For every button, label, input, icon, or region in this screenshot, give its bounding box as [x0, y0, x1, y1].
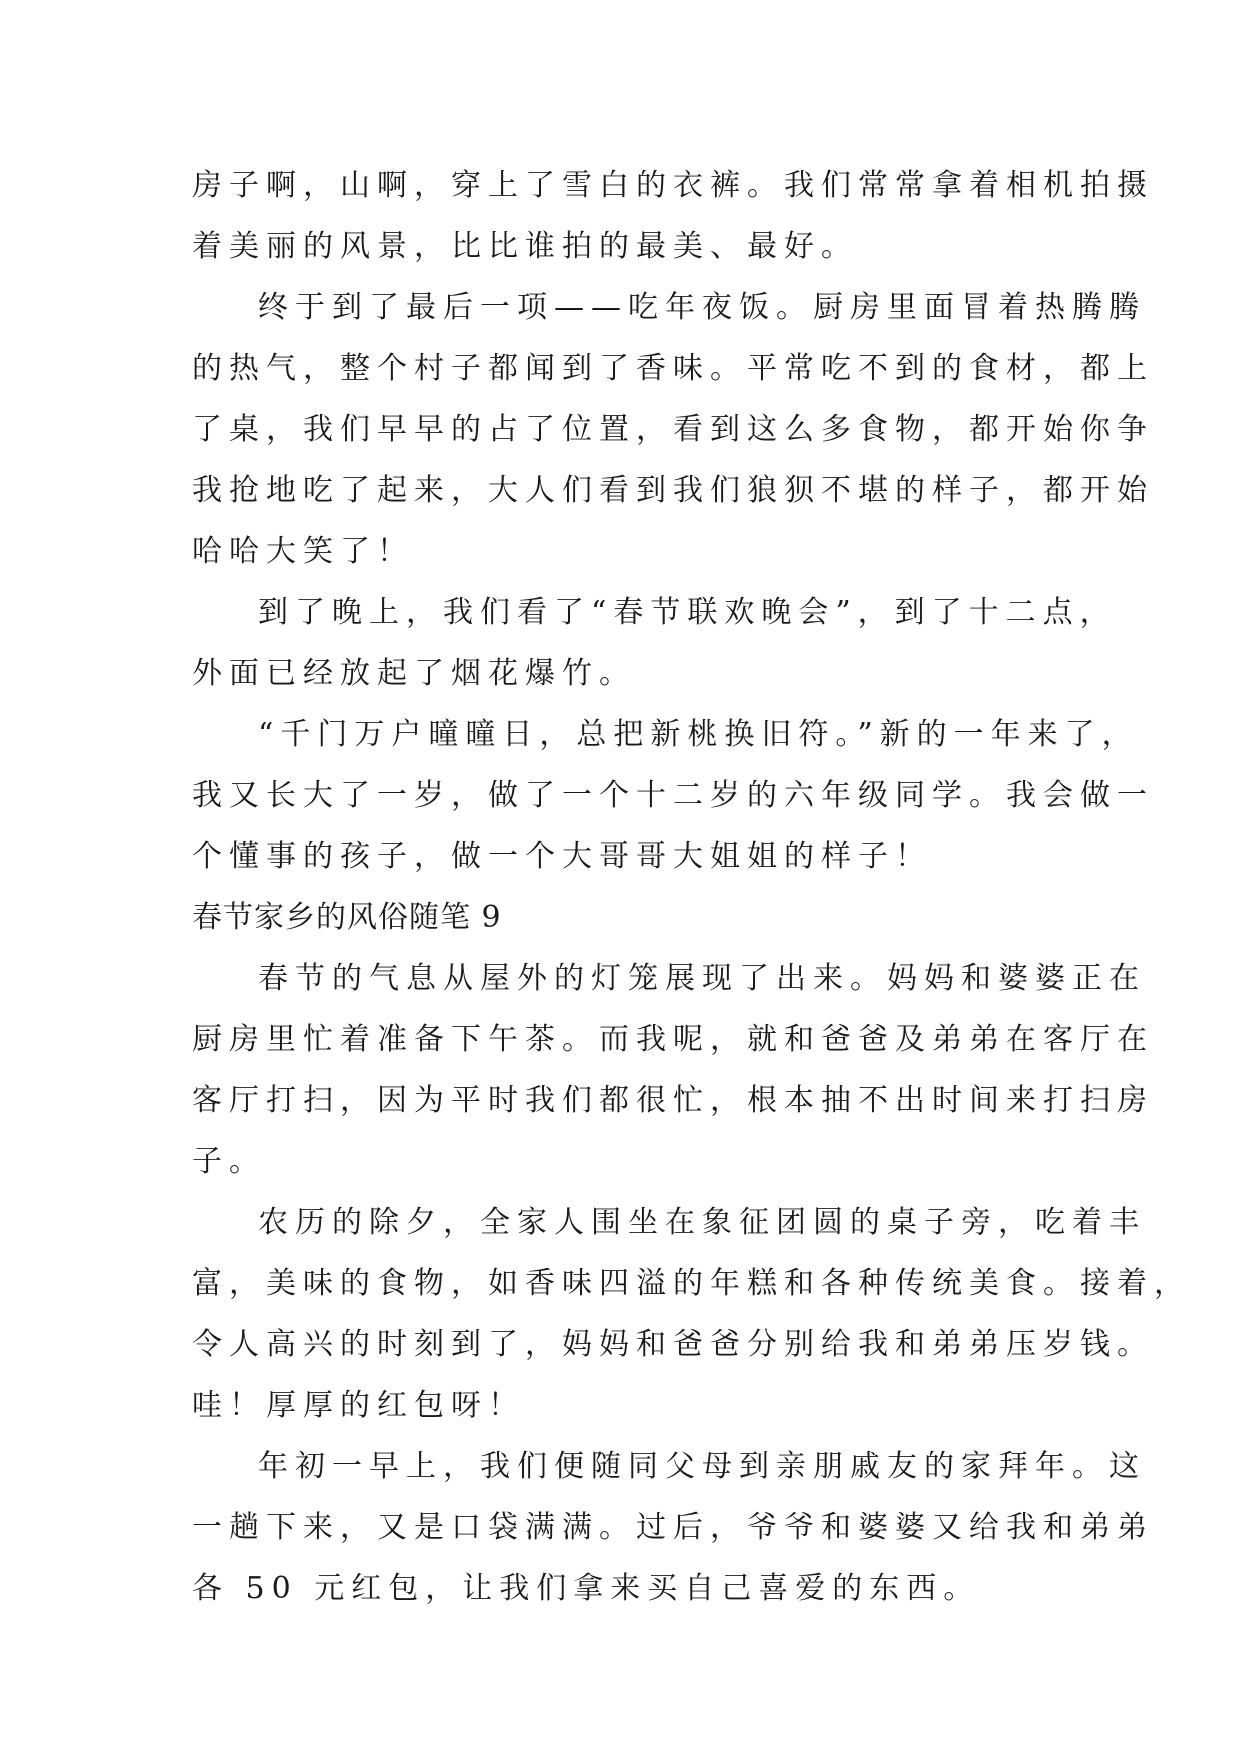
text-line: 了桌，我们早早的占了位置，看到这么多食物，都开始你争: [192, 412, 1154, 447]
paragraph-start-line: 春节的气息从屋外的灯笼展现了出来。妈妈和婆婆正在: [258, 961, 1146, 996]
paragraph-start-line: 年初一早上，我们便随同父母到亲朋戚友的家拜年。这: [258, 1449, 1146, 1484]
section-heading: 春节家乡的风俗随笔 9: [192, 900, 502, 935]
text-line: 哇！厚厚的红包呀！: [192, 1388, 525, 1423]
paragraph-start-line: 终于到了最后一项——吃年夜饭。厨房里面冒着热腾腾: [258, 290, 1146, 325]
text-line: 厨房里忙着准备下午茶。而我呢，就和爸爸及弟弟在客厅在: [192, 1022, 1154, 1057]
text-line: 个懂事的孩子，做一个大哥哥大姐姐的样子！: [192, 839, 932, 874]
text-line: 客厅打扫，因为平时我们都很忙，根本抽不出时间来打扫房: [192, 1083, 1154, 1118]
text-line: 富，美味的食物，如香味四溢的年糕和各种传统美食。接着，: [192, 1266, 1191, 1301]
text-line: 子。: [192, 1144, 266, 1179]
paragraph-start-line: 农历的除夕，全家人围坐在象征团圆的桌子旁，吃着丰: [258, 1205, 1146, 1240]
document-body: [192, 155, 1191, 1619]
text-line: 外面已经放起了烟花爆竹。: [192, 656, 636, 691]
text-line: 哈哈大笑了！: [192, 534, 414, 569]
text-line: 令人高兴的时刻到了，妈妈和爸爸分别给我和弟弟压岁钱。: [192, 1327, 1154, 1362]
paragraph-start-line: 到了晚上，我们看了“春节联欢晚会”，到了十二点，: [258, 595, 1117, 630]
text-line: 着美丽的风景，比比谁拍的最美、最好。: [192, 229, 858, 264]
text-line: 我又长大了一岁，做了一个十二岁的六年级同学。我会做一: [192, 778, 1154, 813]
paragraph-start-line: “千门万户曈曈日，总把新桃换旧符。”新的一年来了，: [258, 717, 1139, 752]
text-line: 一趟下来，又是口袋满满。过后，爷爷和婆婆又给我和弟弟: [192, 1510, 1154, 1545]
text-line: 的热气，整个村子都闻到了香味。平常吃不到的食材，都上: [192, 351, 1154, 386]
text-line: 我抢地吃了起来，大人们看到我们狼狈不堪的样子，都开始: [192, 473, 1154, 508]
text-line: 房子啊，山啊，穿上了雪白的衣裤。我们常常拿着相机拍摄: [192, 168, 1154, 203]
text-line: 各 50 元红包，让我们拿来买自己喜爱的东西。: [192, 1571, 981, 1606]
